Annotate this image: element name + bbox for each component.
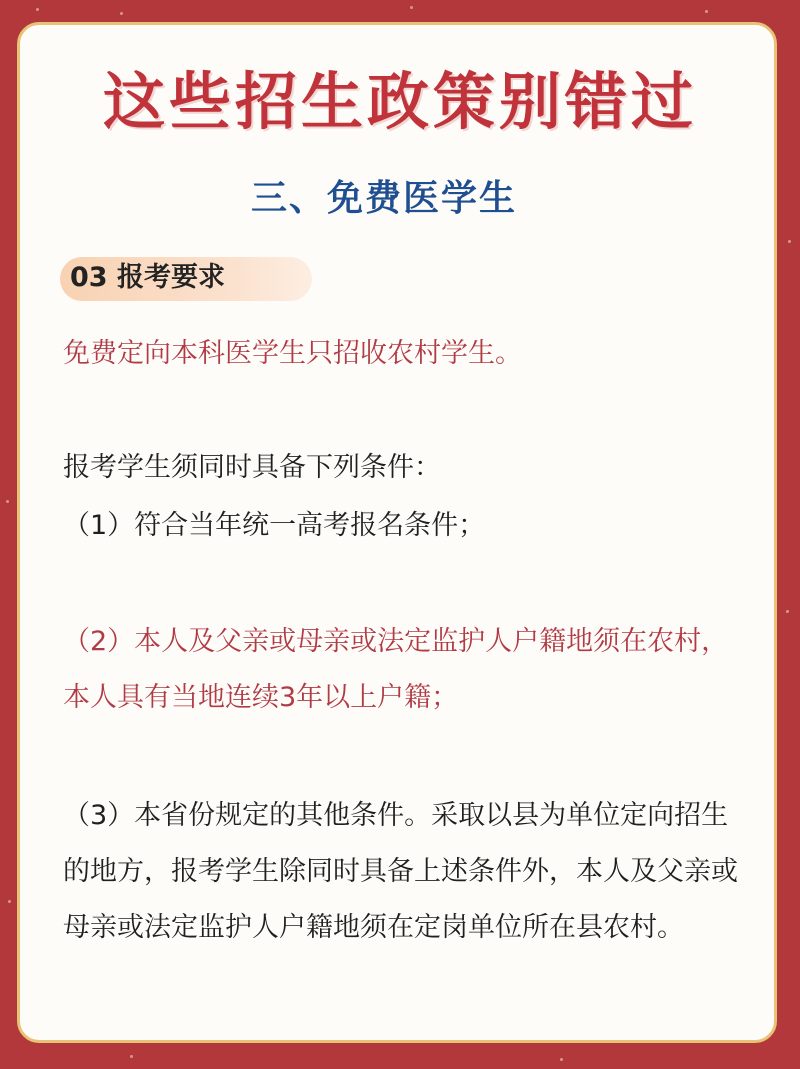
background-sparkle [36,8,39,11]
page-title: 这些招生政策别错过 [102,65,697,138]
condition-1: （1）符合当年统一高考报名条件； [63,510,486,541]
intro-text: 免费定向本科医学生只招收农村学生。 [63,338,522,369]
condition-3: （3）本省份规定的其他条件。采取以县为单位定向招生的地方，报考学生除同时具备上述条件外，本人及父亲或母亲或法定监护人户籍地须在定岗单位所在县农村。 [63,800,738,943]
background-sparkle [6,500,9,503]
background-sparkle [120,12,123,15]
background-sparkle [410,6,413,9]
requirements-lead: 报考学生须同时具备下列条件： [63,452,441,483]
background-sparkle [705,10,708,13]
background-sparkle [788,240,791,243]
condition-2: （2）本人及父亲或母亲或法定监护人户籍地须在农村，本人具有当地连续3年以上户籍； [63,626,729,713]
background-sparkle [560,1058,563,1061]
background-sparkle [786,610,789,613]
section-label: 03 报考要求 [70,262,225,293]
page-subtitle: 三、免费医学生 [250,178,517,219]
background-sparkle [8,900,11,903]
background-sparkle [130,1055,133,1058]
